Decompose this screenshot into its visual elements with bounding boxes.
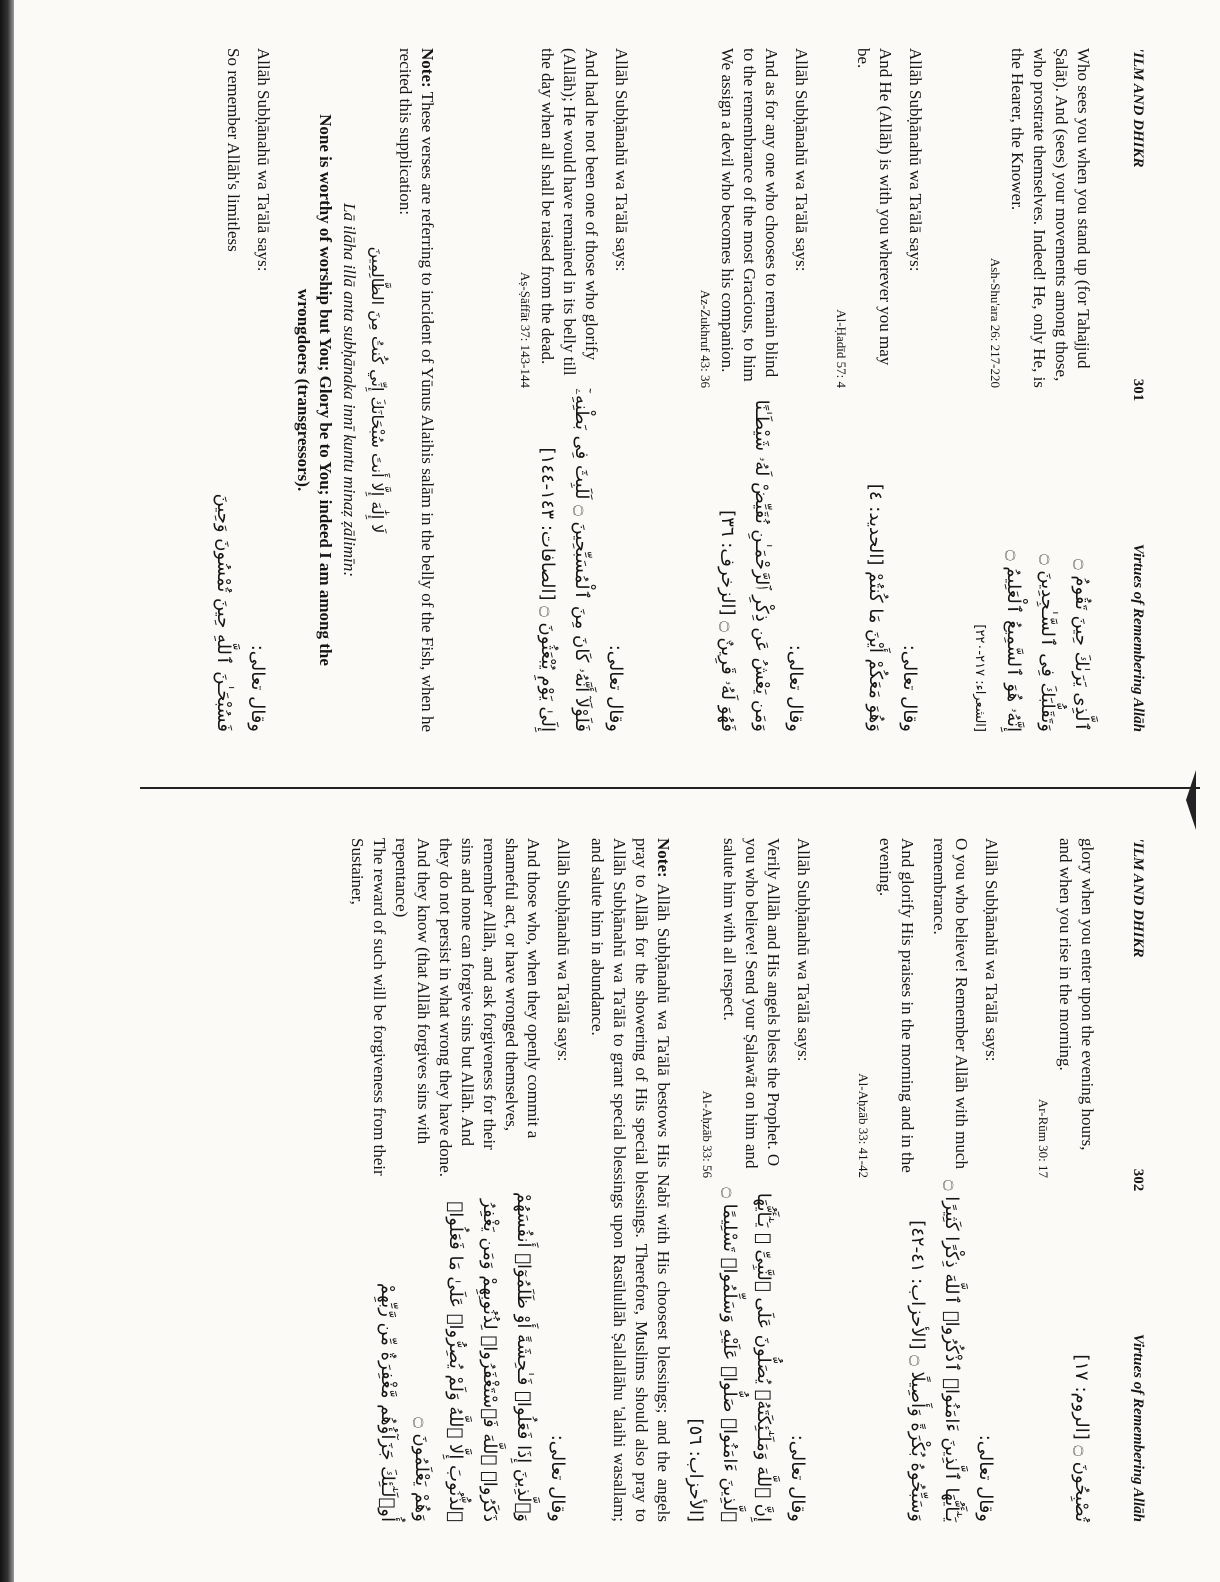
verse-block-4 — [514, 48, 632, 388]
arabic-verse-1 — [1064, 1172, 1098, 1522]
verse-translation: Who sees you when you stand up (for Tahajjud Ṣalāt). And (sees) your movements among those, who prostrate themselves. Indeed! He, only He, is the Hearer, the Knower. — [1008, 48, 1093, 388]
verse-intro: Allāh Subḥānahū wa Ta'ālā says: — [254, 48, 273, 272]
header-left: 'ILM AND DHIKR — [1130, 48, 1146, 168]
verse-intro: Allāh Subḥānahū wa Ta'ālā says: — [794, 838, 813, 1062]
verse-translation: glory when you enter upon the evening hours, and when you rise in the morning. — [1056, 838, 1097, 1151]
note-label: Note: — [418, 48, 437, 88]
verse-block-1 — [1032, 838, 1098, 1178]
supplication-transliteration: Lā ilāha illā anta subḥānaka innī kuntu minaẓ ẓālimīn: — [340, 202, 359, 577]
verse-translation: And had he not been one of those who glorify (Allāh); He would have remained in its belly till the day when all shall be raised from the dead. — [538, 48, 601, 376]
arabic-verse-5 — [206, 382, 274, 732]
page-number: 302 — [1130, 1168, 1146, 1192]
arabic-intro: وقال تعالى: — [787, 1434, 808, 1522]
fold-mark — [1186, 770, 1196, 830]
arabic-line: إِنَّهُۥ هُوَ ٱلسَّمِيعُ ٱلْعَلِيمُ ۝ — [1003, 550, 1024, 732]
arabic-line: ٱلَّذِى يَرَىٰكَ حِينَ تَقُومُ ۝ — [1071, 559, 1092, 732]
supplication-meaning: None is worthy of worship but You; Glory be to You; indeed I am among the wrongdoers (transgressors). — [294, 114, 335, 666]
running-header — [1116, 48, 1146, 732]
verse-block-1 — [984, 48, 1094, 388]
verse-intro: Allāh Subḥānahū wa Ta'ālā says: — [906, 48, 925, 272]
verse-reference: Az-Zukhruf 43: 36 — [698, 289, 713, 388]
arabic-verse-3 — [710, 382, 812, 732]
arabic-line: فَلَوْلَآ أَنَّهُۥ كَانَ مِنَ ٱلْمُسَبِّحِينَ ۝ لَلَبِثَ فِى بَطْنِهِۦٓ إِلَىٰ يَوْمِ يُبْعَثُونَ ۝ [الصافات: ١٤٣-١٤٤] — [537, 388, 592, 732]
verse-block-2 — [852, 838, 1002, 1178]
arabic-verse-4 — [370, 1172, 574, 1522]
verse-translation: And as for any one who chooses to remain blind to the remembrance of the most Gracious, to him We assign a devil who becomes his companion. — [718, 48, 781, 382]
page-301 — [40, 10, 1170, 770]
note-text: Allāh Subḥānahū wa Ta'ālā bestows His Nabī with His choosest blessings; and the angels pray to Allāh for the showering of His special blessings. Therefore, Muslims should also pray to Allāh Subḥānahū wa Ta'ālā to grant special blessings upon Rasūlullāh Ṣallallāhu 'alaihi wasallam; and salute him in abundance. — [588, 838, 673, 1523]
arabic-verse-2 — [900, 1172, 1002, 1522]
arabic-line: فَسُبْحَـٰنَ ٱللَّهِ حِينَ تُمْسُونَ وَحِينَ — [213, 493, 234, 732]
header-right: Virtues of Remembering Allāh — [1130, 1333, 1146, 1522]
arabic-intro: وقال تعالى: — [785, 644, 806, 732]
book-binding-edge — [0, 0, 14, 1582]
arabic-intro: وقال تعالى: — [975, 1434, 996, 1522]
running-header — [1116, 838, 1146, 1522]
arabic-verse-1 — [962, 382, 1098, 732]
verse-intro: Allāh Subḥānahū wa Ta'ālā says: — [554, 838, 573, 1062]
verse-block-3 — [694, 48, 812, 388]
arabic-intro: وقال تعالى: — [899, 644, 920, 732]
verse-block-3 — [696, 838, 814, 1178]
verse-translation-continued: And glorify His praises in the morning and in the evening. — [876, 838, 917, 1173]
page-fold-line — [140, 787, 1200, 789]
page-302 — [40, 800, 1170, 1560]
verse-reference: Ash-Shu'ara 26: 217-220 — [988, 257, 1003, 388]
verse-block-2 — [830, 48, 926, 388]
supplication-arabic: لَا إِلَٰهَ إِلَّا أَنتَ سُبْحَانَكَ إِنِّي كُنتُ مِنَ الظَّالِمِينَ — [368, 246, 387, 534]
note-label: Note: — [654, 838, 673, 878]
arabic-reference: [الشعراء: ٢١٧-٢٢٠] — [972, 624, 987, 732]
arabic-intro: وقال تعالى: — [605, 644, 626, 732]
note-text: These verses are referring to incident of Yūnus Alaihis salām in the belly of the Fish, when he recited this supplication: — [396, 48, 437, 732]
verse-translation: And He (Allāh) is with you wherever you may be. — [854, 48, 895, 366]
verse-reference: Al-Ḥadīd 57: 4 — [834, 309, 849, 388]
arabic-line: إِنَّ ٱللَّهَ وَمَلَـٰٓئِكَتَهُۥ يُصَلُّونَ عَلَى ٱلنَّبِىِّ ۚ يَـٰٓأَيُّهَا ٱلَّذِينَ ءَامَنُوا۟ صَلُّوا۟ عَلَيْهِ وَسَلِّمُوا۟ تَسْلِيمًا ۝ [الأحزاب: ٥٦] — [685, 1187, 774, 1522]
verse-reference: Ar-Rūm 30: 17 — [1036, 1098, 1051, 1178]
header-right: Virtues of Remembering Allāh — [1130, 543, 1146, 732]
arabic-line: وَٱلَّذِينَ إِذَا فَعَلُوا۟ فَـٰحِشَةً أَوْ ظَلَمُوٓا۟ أَنفُسَهُمْ ذَكَرُوا۟ ٱللَّهَ فَٱسْتَغْفَرُوا۟ لِذُنُوبِهِمْ وَمَن يَغْفِرُ ٱلذُّنُوبَ إِلَّا ٱللَّهُ وَلَمْ يُصِرُّوا۟ عَلَىٰ مَا فَعَلُوا۟ وَهُمْ يَعْلَمُونَ ۝ — [411, 1192, 534, 1522]
arabic-line: أُو۟لَـٰٓئِكَ جَزَآؤُهُم مَّغْفِرَةٌ مِّن رَّبِّهِمْ — [377, 1282, 398, 1522]
arabic-line: وَمَن يَعْشُ عَن ذِكْرِ ٱلرَّحْمَـٰنِ نُقَيِّضْ لَهُۥ شَيْطَـٰنًا فَهُوَ لَهُۥ قَرِينٌ ۝ [الزخرف: ٣٦] — [717, 399, 772, 732]
arabic-verse-3 — [678, 1172, 814, 1522]
arabic-line: تُصْبِحُونَ ۝ [الروم: ١٧] — [1071, 1354, 1092, 1522]
verse-block-5 — [222, 48, 274, 388]
verse-reference: Al-Aḥzāb 33: 41-42 — [856, 1073, 871, 1178]
verse-intro: Allāh Subḥānahū wa Ta'ālā says: — [982, 838, 1001, 1062]
verse-intro: Allāh Subḥānahū wa Ta'ālā says: — [792, 48, 811, 272]
arabic-intro: وقال تعالى: — [247, 644, 268, 732]
verse-translation: Verily Allāh and His angels bless the Prophet. O you who believe! Send your Ṣalawāt on him and salute him with all respect. — [720, 838, 783, 1169]
header-left: 'ILM AND DHIKR — [1130, 838, 1146, 958]
verse-translation-continued: The reward of such will be forgiveness from their Sustainer, — [348, 838, 389, 1176]
note-block — [394, 48, 438, 732]
arabic-verse-4 — [530, 382, 632, 732]
verse-reference: Al-Aḥzāb 33: 56 — [700, 1090, 715, 1178]
arabic-verse-2 — [858, 382, 926, 732]
verse-translation: And those who, when they openly commit a shameful act, or have wronged themselves, remember Allāh, and ask forgiveness for their sins and none can forgive sins but Allāh. And they do not persist in what wrong they have done. And they know (that Allāh forgives sins with repentance) — [392, 838, 543, 1177]
verse-translation: O you who believe! Remember Allāh with much remembrance. — [930, 838, 971, 1169]
arabic-line: يَـٰٓأَيُّهَا ٱلَّذِينَ ءَامَنُوا۟ ٱذْكُرُوا۟ ٱللَّهَ ذِكْرًا كَثِيرًا ۝ وَسَبِّحُوهُ بُكْرَةً وَأَصِيلًا ۝ [الأحزاب: ٤١-٤٢] — [907, 1179, 962, 1522]
page-number: 301 — [1130, 378, 1146, 402]
arabic-line: وَتَقَلُّبَكَ فِى ٱلسَّـٰجِدِينَ ۝ — [1037, 554, 1058, 732]
verse-reference: Aṣ-Ṣāffāt 37: 143-144 — [518, 271, 533, 388]
verse-translation: So remember Allāh's limitless — [224, 48, 243, 252]
note-block — [586, 838, 674, 1522]
arabic-intro: وقال تعالى: — [547, 1434, 568, 1522]
arabic-line: وَهُوَ مَعَكُمْ أَيْنَ مَا كُنتُمْ [الحديد: ٤] — [865, 483, 886, 732]
verse-intro: Allāh Subḥānahū wa Ta'ālā says: — [612, 48, 631, 272]
verse-block-4 — [346, 838, 574, 1178]
